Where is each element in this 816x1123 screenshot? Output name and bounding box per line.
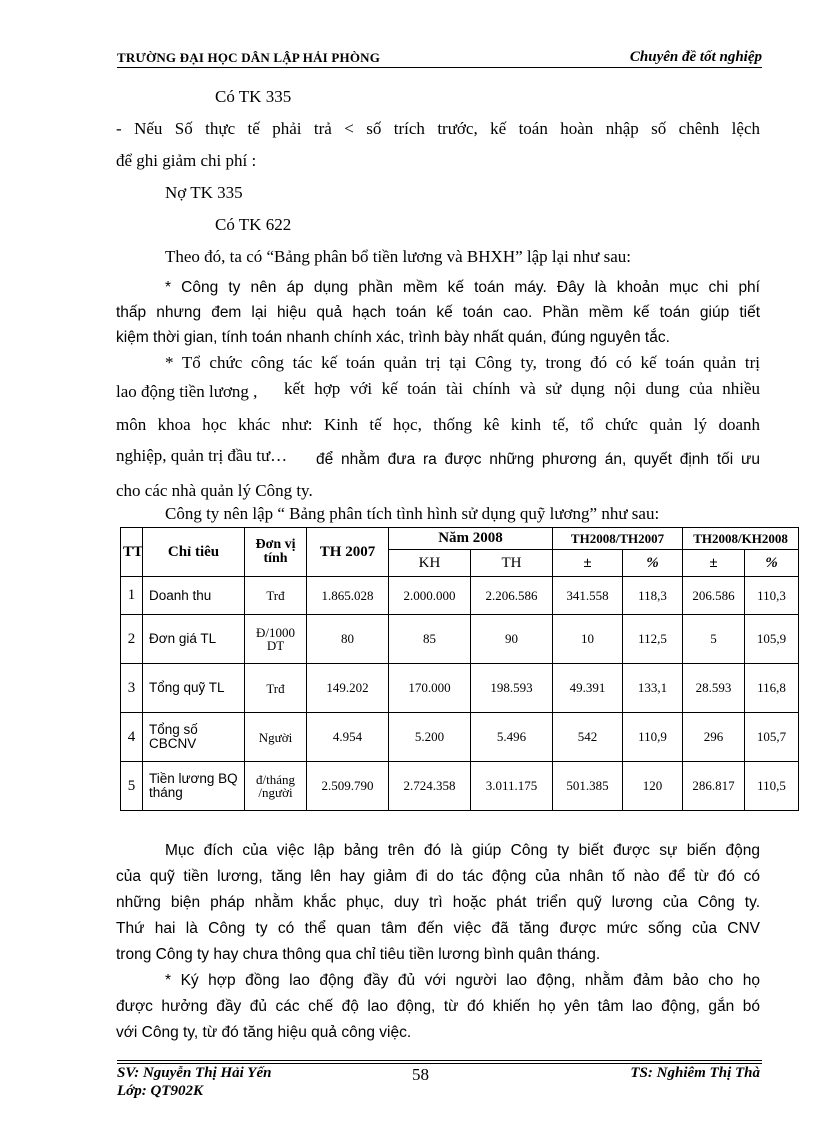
cell-unit: Đ/1000 DT — [245, 615, 307, 664]
footer-rule — [117, 1060, 762, 1061]
col-header-year2008: Năm 2008 — [389, 528, 553, 550]
col-header-unit: Đơn vị tính — [245, 528, 307, 577]
cell-indicator: Tổng số CBCNV — [143, 713, 245, 762]
cell-indicator: Tiền lương BQ tháng — [143, 762, 245, 811]
wage-fund-analysis-table — [120, 527, 799, 811]
paragraph-line: * Tổ chức công tác kế toán quản trị tại Công ty, trong đó có kế toán quản trị — [165, 353, 760, 372]
paragraph-line: kết hợp với kế toán tài chính và sử dụng nội dung của nhiều — [284, 379, 760, 398]
paragraph-line: kiệm thời gian, tính toán nhanh chính xác, trình bày nhất quán, đúng nguyên tắc. — [116, 329, 670, 346]
cell-pct1: 112,5 — [623, 615, 683, 664]
cell-unit: Trđ — [245, 577, 307, 615]
col-header-diff1: ± — [553, 550, 623, 577]
col-header-diff2: ± — [683, 550, 745, 577]
cell-pct1: 118,3 — [623, 577, 683, 615]
page-header — [117, 46, 762, 68]
paragraph-line: Thứ hai là Công ty có thể quan tâm đến việc đã tăng được mức sống của CNV — [116, 920, 760, 937]
col-header-pct1: % — [623, 550, 683, 577]
cell-kh: 170.000 — [389, 664, 471, 713]
cell-diff1: 341.558 — [553, 577, 623, 615]
header-rule — [117, 67, 762, 68]
paragraph-line: với Công ty, từ đó tăng hiệu quả công việc. — [116, 1024, 412, 1041]
table-row — [121, 762, 799, 811]
table-row — [121, 664, 799, 713]
cell-diff2: 28.593 — [683, 664, 745, 713]
cell-th: 90 — [471, 615, 553, 664]
cell-diff2: 286.817 — [683, 762, 745, 811]
cell-indicator: Doanh thu — [143, 577, 245, 615]
col-header-th2007: TH 2007 — [307, 528, 389, 577]
cell-diff1: 49.391 — [553, 664, 623, 713]
cell-diff1: 10 — [553, 615, 623, 664]
cell-th: 198.593 — [471, 664, 553, 713]
col-header-kh: KH — [389, 550, 471, 577]
table-row — [121, 577, 799, 615]
header-title: Chuyên đề tốt nghiệp — [629, 49, 762, 65]
cell-diff2: 296 — [683, 713, 745, 762]
cell-th: 5.496 — [471, 713, 553, 762]
cell-pct2: 105,7 — [745, 713, 799, 762]
cell-th2007: 80 — [307, 615, 389, 664]
cell-tt: 4 — [121, 713, 143, 762]
cell-th: 3.011.175 — [471, 762, 553, 811]
cell-tt: 3 — [121, 664, 143, 713]
paragraph-line: để ghi giảm chi phí : — [116, 151, 257, 170]
cell-th2007: 4.954 — [307, 713, 389, 762]
text-line: Theo đó, ta có “Bảng phân bổ tiền lương và BHXH” lập lại như sau: — [165, 247, 632, 266]
cell-kh: 2.724.358 — [389, 762, 471, 811]
table-row — [121, 615, 799, 664]
cell-unit: Trđ — [245, 664, 307, 713]
col-header-th-vs-kh: TH2008/KH2008 — [683, 528, 799, 550]
paragraph-line: Mục đích của việc lập bảng trên đó là giúp Công ty biết được sự biến động — [165, 842, 760, 859]
cell-pct1: 133,1 — [623, 664, 683, 713]
cell-kh: 2.000.000 — [389, 577, 471, 615]
paragraph-line: những biện pháp nhằm khắc phục, duy trì hoặc phát triển quỹ lương của Công ty. — [116, 894, 760, 911]
paragraph-line: môn khoa học khác như: Kinh tế học, thống kê kinh tế, tổ chức quản lý doanh — [116, 415, 760, 434]
paragraph-line: lao động tiền lương , — [116, 382, 258, 401]
cell-tt: 2 — [121, 615, 143, 664]
cell-unit: Người — [245, 713, 307, 762]
cell-th: 2.206.586 — [471, 577, 553, 615]
col-header-indicator: Chỉ tiêu — [143, 528, 245, 577]
cell-kh: 85 — [389, 615, 471, 664]
cell-indicator: Đơn giá TL — [143, 615, 245, 664]
paragraph-line: được hưởng đầy đủ các chế độ lao động, từ đó khiến họ yên tâm lao động, gắn bó — [116, 998, 760, 1015]
header-university: TRƯỜNG ĐẠI HỌC DÂN LẬP HẢI PHÒNG — [117, 50, 381, 65]
cell-diff2: 206.586 — [683, 577, 745, 615]
paragraph-line: cho các nhà quản lý Công ty. — [116, 481, 313, 500]
footer-student: SV: Nguyễn Thị Hải Yến — [117, 1065, 272, 1081]
table-header-row — [121, 528, 799, 550]
cell-pct2: 116,8 — [745, 664, 799, 713]
paragraph-line: * Công ty nên áp dụng phần mềm kế toán máy. Đây là khoản mục chi phí — [165, 279, 760, 296]
text-line: Có TK 335 — [215, 87, 292, 106]
cell-pct2: 110,5 — [745, 762, 799, 811]
col-header-th-vs-th: TH2008/TH2007 — [553, 528, 683, 550]
footer-teacher: TS: Nghiêm Thị Thà — [630, 1065, 760, 1081]
cell-indicator: Tổng quỹ TL — [143, 664, 245, 713]
paragraph-line: để nhằm đưa ra được những phương án, quyết định tối ưu — [316, 451, 760, 468]
col-header-tt: TT — [121, 528, 143, 577]
cell-pct1: 120 — [623, 762, 683, 811]
cell-pct1: 110,9 — [623, 713, 683, 762]
paragraph-line: trong Công ty hay chưa thông qua chỉ tiêu tiền lương bình quân tháng. — [116, 946, 601, 963]
text-line: Có TK 622 — [215, 215, 292, 234]
paragraph-line: - Nếu Số thực tế phải trả < số trích trước, kế toán hoàn nhập số chênh lệch — [116, 119, 760, 138]
col-header-pct2: % — [745, 550, 799, 577]
cell-th2007: 1.865.028 — [307, 577, 389, 615]
paragraph-line: * Ký hợp đồng lao động đầy đủ với người lao động, nhằm đảm bảo cho họ — [165, 972, 760, 989]
table-row — [121, 713, 799, 762]
cell-unit: đ/tháng /người — [245, 762, 307, 811]
cell-tt: 1 — [121, 577, 143, 615]
cell-diff2: 5 — [683, 615, 745, 664]
text-line: Nợ TK 335 — [165, 183, 243, 202]
cell-pct2: 110,3 — [745, 577, 799, 615]
cell-pct2: 105,9 — [745, 615, 799, 664]
table-caption: Công ty nên lập “ Bảng phân tích tình hình sử dụng quỹ lương” như sau: — [165, 504, 660, 523]
paragraph-line: thấp nhưng đem lại hiệu quả hạch toán kế toán cao. Phần mềm kế toán giúp tiết — [116, 304, 760, 321]
cell-kh: 5.200 — [389, 713, 471, 762]
cell-diff1: 501.385 — [553, 762, 623, 811]
cell-diff1: 542 — [553, 713, 623, 762]
cell-tt: 5 — [121, 762, 143, 811]
cell-th2007: 2.509.790 — [307, 762, 389, 811]
paragraph-line: của quỹ tiền lương, tăng lên hay giảm đi do tác động của nhân tố nào để từ đó có — [116, 868, 760, 885]
page-number: 58 — [412, 1065, 429, 1084]
col-header-th: TH — [471, 550, 553, 577]
footer-rule — [117, 1063, 762, 1064]
footer-class: Lớp: QT902K — [117, 1083, 203, 1099]
cell-th2007: 149.202 — [307, 664, 389, 713]
paragraph-line: nghiệp, quản trị đầu tư… — [116, 446, 288, 465]
